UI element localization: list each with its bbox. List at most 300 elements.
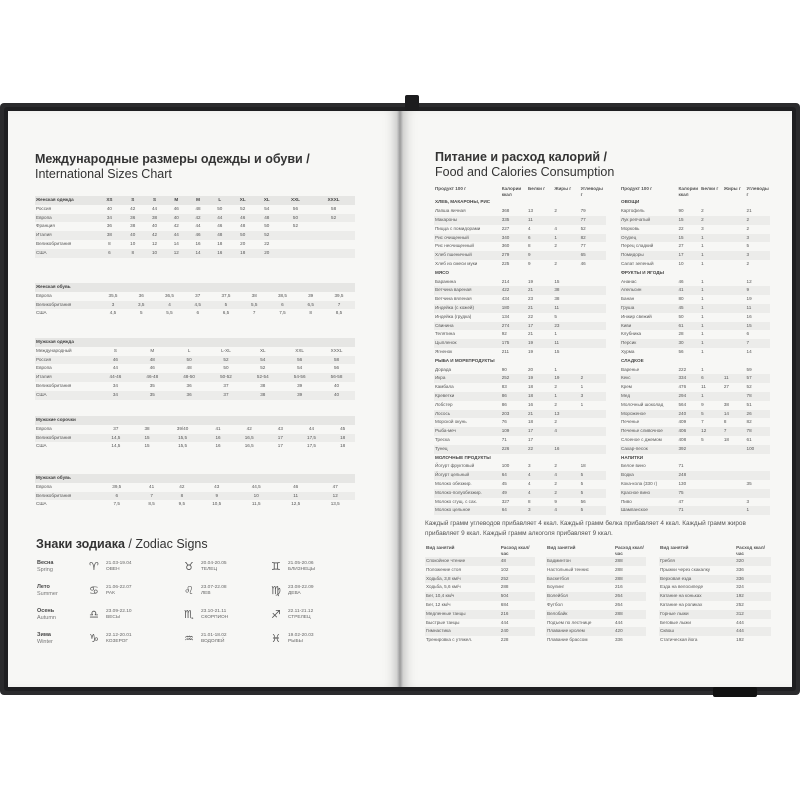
activity-kcal: 228 <box>500 637 509 643</box>
food-value: 1 <box>746 506 770 515</box>
food-category-row <box>434 269 606 278</box>
food-value <box>700 506 723 515</box>
size-cell: 43 <box>277 425 283 431</box>
food-value: 21 <box>527 286 553 295</box>
activity-kcal: 252 <box>500 575 535 584</box>
food-value: 21 <box>746 208 752 214</box>
food-name: Ветчина вареная <box>434 286 501 295</box>
food-value: 214 <box>501 278 510 284</box>
size-table-header-label: Женская обувь <box>35 283 97 292</box>
food-row <box>434 348 606 357</box>
size-cell: 46-48 <box>134 373 171 382</box>
size-table <box>35 416 355 451</box>
season-en: Autumn <box>37 614 56 621</box>
food-row <box>434 392 606 401</box>
size-cell: 8 <box>309 310 312 316</box>
size-cell: 39 <box>297 382 303 388</box>
size-column-header <box>315 474 355 483</box>
zodiac-name: ОВЕН <box>106 567 120 572</box>
activity-kcal: 264 <box>615 601 623 607</box>
food-name: Перец сладкий <box>621 243 654 249</box>
size-cell <box>312 240 355 249</box>
activity-name: Катание на роликах <box>660 601 703 607</box>
size-cell: 18 <box>330 434 355 443</box>
food-value: 11 <box>527 216 553 225</box>
food-row <box>434 313 606 322</box>
food-row <box>434 304 606 313</box>
size-column-header <box>293 416 331 425</box>
food-value: 9 <box>527 251 553 260</box>
zodiac-title-en: / Zodiac Signs <box>128 537 208 551</box>
activity-column-header: Вид занятий <box>660 545 689 550</box>
food-name: Помидоры <box>620 251 677 260</box>
food-category-row <box>620 454 770 463</box>
size-table-header <box>35 196 355 205</box>
activity-row <box>659 583 771 592</box>
size-column-header: XXL <box>279 196 312 205</box>
size-cell: 22 <box>264 240 270 246</box>
virgo-icon: ♍ <box>271 584 281 597</box>
food-table-right <box>620 186 770 515</box>
food-value <box>746 471 770 480</box>
food-value: 1 <box>701 296 704 302</box>
food-row <box>434 286 606 295</box>
food-value: 35 <box>746 480 752 486</box>
activity-row <box>425 592 535 601</box>
size-cell: 5 <box>210 301 242 310</box>
food-value: 27 <box>723 384 729 390</box>
food-column-header: Калории ккал <box>501 186 522 198</box>
food-row <box>434 498 606 507</box>
food-value: 30 <box>677 339 700 348</box>
activity-row <box>546 592 646 601</box>
zodiac-dates: 20.04-20.05 <box>201 561 227 566</box>
food-value: 5 <box>580 489 606 498</box>
activity-header <box>425 545 535 557</box>
food-value <box>553 436 579 445</box>
size-column-header: M <box>187 196 209 205</box>
activity-table-1 <box>425 545 535 645</box>
zodiac-name: ВОДОЛЕЙ <box>201 639 225 644</box>
size-cell: 10 <box>144 249 166 258</box>
activity-kcal: 288 <box>614 610 646 619</box>
food-row <box>434 489 606 498</box>
size-column-header <box>242 283 267 292</box>
zodiac-text <box>106 561 132 573</box>
size-cell: 37 <box>208 391 245 400</box>
size-cell: 46 <box>149 365 155 371</box>
size-cell: 13,5 <box>330 501 340 507</box>
food-category-row <box>434 454 606 463</box>
activity-name: Статическая йога <box>660 637 698 643</box>
size-cell: 6,5 <box>298 301 323 310</box>
food-value: 274 <box>501 322 527 331</box>
size-cell: 38 <box>144 214 166 223</box>
size-cell: 12 <box>165 249 187 258</box>
size-cell: 56 <box>333 365 340 371</box>
zodiac-text <box>201 633 227 645</box>
food-row <box>620 339 770 348</box>
size-cell: 6,5 <box>222 310 230 316</box>
size-row-label: Франция <box>36 223 55 229</box>
activity-row <box>659 619 771 628</box>
zodiac-text <box>288 561 315 573</box>
food-category-row <box>620 357 770 366</box>
size-column-header: M <box>165 196 187 205</box>
food-value: 4 <box>527 471 553 480</box>
food-value: 16 <box>553 445 579 454</box>
size-cell: 54-56 <box>281 373 318 382</box>
food-name: Клубника <box>621 331 642 337</box>
food-value: 47 <box>678 498 684 504</box>
food-value: 16 <box>746 313 752 319</box>
food-value <box>580 295 606 304</box>
size-row-label: Италия <box>35 231 97 240</box>
food-column-header: Жиры г <box>723 186 741 191</box>
zodiac-name: КОЗЕРОГ <box>106 639 128 644</box>
activity-name: Медленные танцы <box>425 610 500 619</box>
food-value: 18 <box>528 419 534 425</box>
food-value: 1 <box>700 339 723 348</box>
food-value: 15 <box>746 322 770 331</box>
zodiac-text <box>288 585 314 597</box>
food-value: 252 <box>501 374 527 383</box>
food-row <box>620 260 770 269</box>
size-cell: 16,5 <box>230 434 268 443</box>
food-value: 38 <box>553 286 579 295</box>
size-cell: 50 <box>223 365 229 371</box>
food-value: 23 <box>553 322 579 331</box>
food-row <box>434 216 606 225</box>
food-value: 2 <box>700 216 723 225</box>
activity-name: Бадминтон <box>546 557 614 566</box>
food-category-row <box>620 269 770 278</box>
food-value: 71 <box>501 436 507 442</box>
size-cell: 40 <box>333 382 340 388</box>
food-value: 1 <box>701 366 704 372</box>
food-category-label: СЛАДКОЕ <box>621 357 644 363</box>
food-value: 335 <box>501 216 527 225</box>
size-cell: 6 <box>266 301 298 310</box>
zodiac-dates: 21.03-19.04 <box>106 561 132 566</box>
food-value: 46 <box>580 260 586 266</box>
food-column-header: Калории ккал <box>678 186 699 198</box>
size-cell: 36 <box>171 391 208 400</box>
activity-row <box>546 583 646 592</box>
food-value <box>723 506 746 515</box>
food-value: 2 <box>701 208 704 214</box>
size-cell: 36,5 <box>165 292 174 298</box>
food-column-header: Белки г <box>528 186 546 191</box>
food-value: 64 <box>501 506 527 515</box>
size-cell: 42 <box>246 425 252 431</box>
size-cell: 17 <box>268 434 293 443</box>
activity-name: Подъем по лестнице <box>547 619 592 625</box>
size-cell <box>279 240 312 249</box>
food-name: Икра <box>434 374 501 383</box>
activity-name: Быстрые танцы <box>426 619 460 625</box>
food-row <box>434 418 606 427</box>
size-row-label: Европа <box>36 483 52 489</box>
food-value: 52 <box>580 225 586 231</box>
zodiac-name: БЛИЗНЕЦЫ <box>288 567 316 572</box>
activity-column-header: Расход ккал/час <box>736 545 765 556</box>
food-value: 28 <box>678 331 684 337</box>
food-value: 226 <box>501 445 527 454</box>
food-value: 56 <box>580 498 586 504</box>
food-row <box>434 207 606 216</box>
size-cell: 42 <box>130 205 136 211</box>
food-value: 17 <box>527 427 553 436</box>
food-row <box>434 506 606 515</box>
sizes-title-en: International Sizes Chart <box>35 167 172 181</box>
size-cell: 44 <box>151 205 158 211</box>
size-cell: 9 <box>197 492 236 501</box>
food-value: 21 <box>527 304 553 313</box>
size-table-header-label: Мужская одежда <box>35 338 97 347</box>
food-category-label: ОВОЩИ <box>621 199 640 205</box>
food-name: Картофель <box>621 208 645 214</box>
food-value: 61 <box>746 436 752 442</box>
size-cell: 16 <box>209 249 231 258</box>
size-cell: 48 <box>186 365 192 371</box>
food-value <box>723 216 746 225</box>
size-cell: 50 <box>217 205 223 211</box>
size-table-row <box>35 492 355 501</box>
size-cell: 46 <box>173 205 179 211</box>
food-value: 82 <box>580 234 606 243</box>
food-value <box>723 242 746 251</box>
food-value: 77 <box>580 216 606 225</box>
activity-name: Прыжки через скакалку <box>660 566 711 572</box>
size-cell: 12 <box>315 492 355 501</box>
size-cell: 15 <box>135 434 160 443</box>
size-cell: 58 <box>331 205 337 211</box>
food-value: 476 <box>678 384 687 390</box>
food-value <box>700 471 723 480</box>
food-value: 360 <box>501 243 510 249</box>
food-name: Ветчина вяленая <box>435 296 472 302</box>
size-cell: 54 <box>264 205 270 211</box>
aquarius-icon: ♒ <box>184 632 194 645</box>
season-ru: Осень <box>37 608 55 614</box>
size-cell: 4,5 <box>109 310 117 316</box>
size-cell: 46 <box>293 483 299 489</box>
activity-kcal: 102 <box>500 566 509 572</box>
season-ru: Весна <box>37 560 54 566</box>
size-cell: 5,5 <box>166 310 173 316</box>
activity-kcal: 420 <box>614 627 646 636</box>
food-name: Банан <box>621 296 635 302</box>
food-name: Морковь <box>621 225 640 231</box>
food-name: Ягненок <box>435 348 453 354</box>
activity-kcal: 444 <box>615 619 623 625</box>
size-cell: 6 <box>97 249 122 258</box>
activity-name: Спокойное чтение <box>425 557 500 566</box>
zodiac-title <box>36 537 208 552</box>
food-table-left <box>434 186 606 515</box>
size-column-header <box>97 338 134 347</box>
food-value: 9 <box>554 498 557 504</box>
food-value: 41 <box>677 286 700 295</box>
size-cell: 39,5 <box>334 292 344 298</box>
food-value <box>700 498 723 507</box>
food-row <box>434 295 606 304</box>
activity-kcal: 324 <box>736 584 744 590</box>
food-name: Огурец <box>620 234 677 243</box>
size-row-label: Европа <box>35 214 97 223</box>
size-column-header <box>136 474 166 483</box>
food-value: 279 <box>501 251 527 260</box>
size-row-label: Великобритания <box>36 382 72 388</box>
food-name: Инжир свежий <box>621 313 652 319</box>
food-name: Йогурт фруктовый <box>435 463 475 469</box>
size-column-header: XL <box>231 196 255 205</box>
size-cell: 39 <box>281 391 318 400</box>
food-value <box>700 462 723 471</box>
zodiac-dates: 23.10-21.11 <box>201 609 227 614</box>
food-value: 26 <box>746 410 770 419</box>
zodiac-name: ТЕЛЕЦ <box>201 567 218 572</box>
food-value: 434 <box>501 296 510 302</box>
food-value: 1 <box>701 243 704 249</box>
food-value: 3 <box>746 498 750 504</box>
zodiac-dates: 22.12-20.01 <box>106 633 132 638</box>
size-cell: 14 <box>173 240 179 246</box>
activity-kcal: 192 <box>735 592 771 601</box>
size-table-row <box>35 382 355 391</box>
zodiac-dates: 21.01-18.02 <box>201 633 227 638</box>
size-cell: 58 <box>318 356 355 365</box>
size-cell: L <box>187 347 191 353</box>
size-column-header <box>135 416 160 425</box>
food-value: 3 <box>746 251 770 260</box>
activity-row <box>546 557 646 566</box>
size-column-header <box>330 416 355 425</box>
food-row <box>620 286 770 295</box>
food-value: 3 <box>528 463 531 469</box>
food-value: 83 <box>501 384 507 390</box>
size-row-label: Великобритания <box>35 301 97 310</box>
size-table-row <box>35 222 355 231</box>
size-column-header <box>276 474 315 483</box>
food-value: 13 <box>528 208 534 214</box>
food-name: Рыба-меч <box>434 427 501 436</box>
size-table-row <box>35 391 355 400</box>
activity-kcal: 336 <box>615 637 623 643</box>
food-row <box>620 322 770 331</box>
size-cell: 47 <box>332 483 338 489</box>
food-value: 109 <box>501 427 527 436</box>
food-column-header: Белки г <box>701 186 719 191</box>
activity-column-header: Расход ккал/час <box>615 545 644 556</box>
food-value: 240 <box>677 410 700 419</box>
food-value: 4 <box>553 427 579 436</box>
food-column-header: Углеводы г <box>580 186 603 198</box>
food-name: Дорада <box>435 366 452 372</box>
size-cell <box>279 231 312 240</box>
activity-name: Боулинг <box>547 584 565 590</box>
food-value: 82 <box>746 419 752 425</box>
food-value: 408 <box>678 436 687 442</box>
size-column-header <box>206 416 231 425</box>
food-name: Цыпленок <box>434 339 501 348</box>
food-value: 334 <box>677 374 700 383</box>
food-name: Лапша яичная <box>435 208 466 214</box>
food-value <box>580 313 606 322</box>
food-value: 6 <box>700 374 723 383</box>
size-cell: 38 <box>260 382 266 388</box>
page-gutter <box>397 111 403 687</box>
activity-name: Ходьба, 3,8 км/ч <box>425 575 500 584</box>
size-cell <box>312 249 355 258</box>
size-cell: 43 <box>214 483 220 489</box>
food-row <box>434 436 606 445</box>
size-cell: 52 <box>240 205 246 211</box>
size-cell: 54 <box>297 365 303 371</box>
food-value: 2 <box>554 463 557 469</box>
food-value: 19 <box>527 339 553 348</box>
food-category-label: РЫБА И МОРЕПРОДУКТЫ <box>435 357 495 363</box>
food-value: 1 <box>554 331 557 337</box>
activity-name: Футбол <box>547 601 563 607</box>
size-column-header <box>230 416 268 425</box>
food-value: 5 <box>700 410 723 419</box>
season-label <box>37 584 58 597</box>
size-cell: 48 <box>134 356 171 365</box>
zodiac-text <box>106 609 132 621</box>
size-column-header: S <box>122 196 144 205</box>
food-table-header <box>620 186 770 198</box>
food-value: 1 <box>701 348 704 354</box>
food-value: 38 <box>723 401 729 407</box>
food-value <box>580 418 606 427</box>
size-cell: 38 <box>144 425 150 431</box>
food-value: 2 <box>554 401 557 407</box>
food-value: 17 <box>677 251 700 260</box>
size-cell: 44 <box>112 365 118 371</box>
activity-kcal: 288 <box>614 575 646 584</box>
food-name: Салат зеленый <box>621 260 654 266</box>
food-column-header: Продукт 100 г <box>621 186 653 191</box>
activity-row <box>425 619 535 628</box>
size-column-header <box>268 416 293 425</box>
food-name: Варенье <box>621 366 640 372</box>
food-column-header: Продукт 100 г <box>435 186 467 191</box>
size-row-label: США <box>36 310 47 316</box>
food-value: 1 <box>700 392 723 401</box>
food-value: 57 <box>746 374 770 383</box>
food-name: Камбала <box>435 384 454 390</box>
size-cell: 11,5 <box>251 501 261 507</box>
size-cell: 40 <box>151 223 158 229</box>
food-value: 78 <box>746 392 770 401</box>
food-name: Красное вино <box>620 489 677 498</box>
food-value <box>580 339 606 348</box>
food-name: Йогурт цельный <box>434 471 501 480</box>
sizes-title <box>35 152 310 182</box>
food-name: Пицца с помидорами <box>435 225 481 231</box>
size-cell: 6 <box>97 492 136 501</box>
food-value: 1 <box>700 251 723 260</box>
food-value: 2 <box>580 374 606 383</box>
size-cell: 45 <box>340 425 346 431</box>
food-row <box>620 392 770 401</box>
activity-name: Беговые лыжи <box>660 619 691 625</box>
food-value: 92 <box>501 331 507 337</box>
food-row <box>620 251 770 260</box>
food-row <box>620 278 770 287</box>
